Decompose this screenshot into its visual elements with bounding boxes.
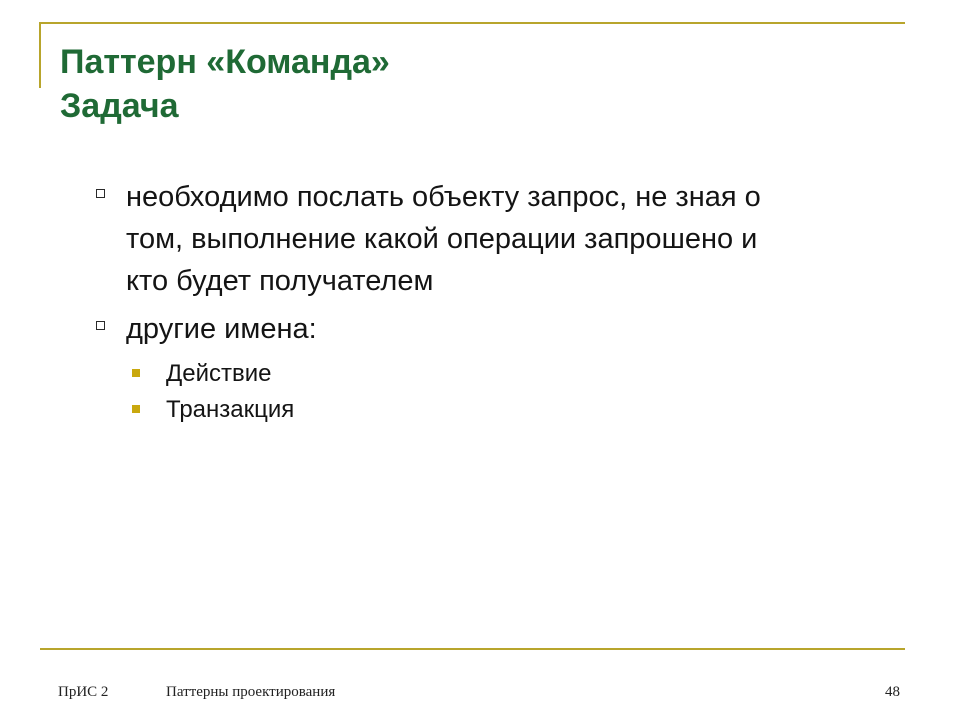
- bullet-text-line: том, выполнение какой операции запрошено и: [126, 223, 758, 255]
- filled-square-bullet-icon: [132, 369, 140, 377]
- top-border-line: [40, 22, 905, 24]
- slide-title: [60, 40, 390, 128]
- bullet-text-line: необходимо послать объекту запрос, не зная о: [126, 181, 761, 213]
- footer-course-label: ПрИС 2: [58, 684, 109, 700]
- bullet-item: [96, 308, 896, 350]
- hollow-square-bullet-icon: [96, 321, 105, 330]
- hollow-square-bullet-icon: [96, 189, 105, 198]
- title-line-2: Задача: [60, 87, 179, 125]
- sub-bullet-text: Транзакция: [166, 396, 295, 423]
- bullet-item: [96, 176, 896, 302]
- title-line-1: Паттерн «Команда»: [60, 43, 390, 81]
- sub-bullet-item: [96, 356, 896, 392]
- footer-topic-label: Паттерны проектирования: [166, 684, 336, 700]
- slide-content: [96, 176, 896, 428]
- filled-square-bullet-icon: [132, 405, 140, 413]
- bullet-text-line: кто будет получателем: [126, 265, 434, 297]
- page-number: 48: [885, 684, 900, 700]
- left-border-line: [39, 22, 41, 88]
- bullet-text-line: другие имена:: [126, 313, 317, 345]
- footer-divider: [40, 648, 905, 650]
- sub-bullet-text: Действие: [166, 360, 272, 387]
- sub-bullet-item: [96, 392, 896, 428]
